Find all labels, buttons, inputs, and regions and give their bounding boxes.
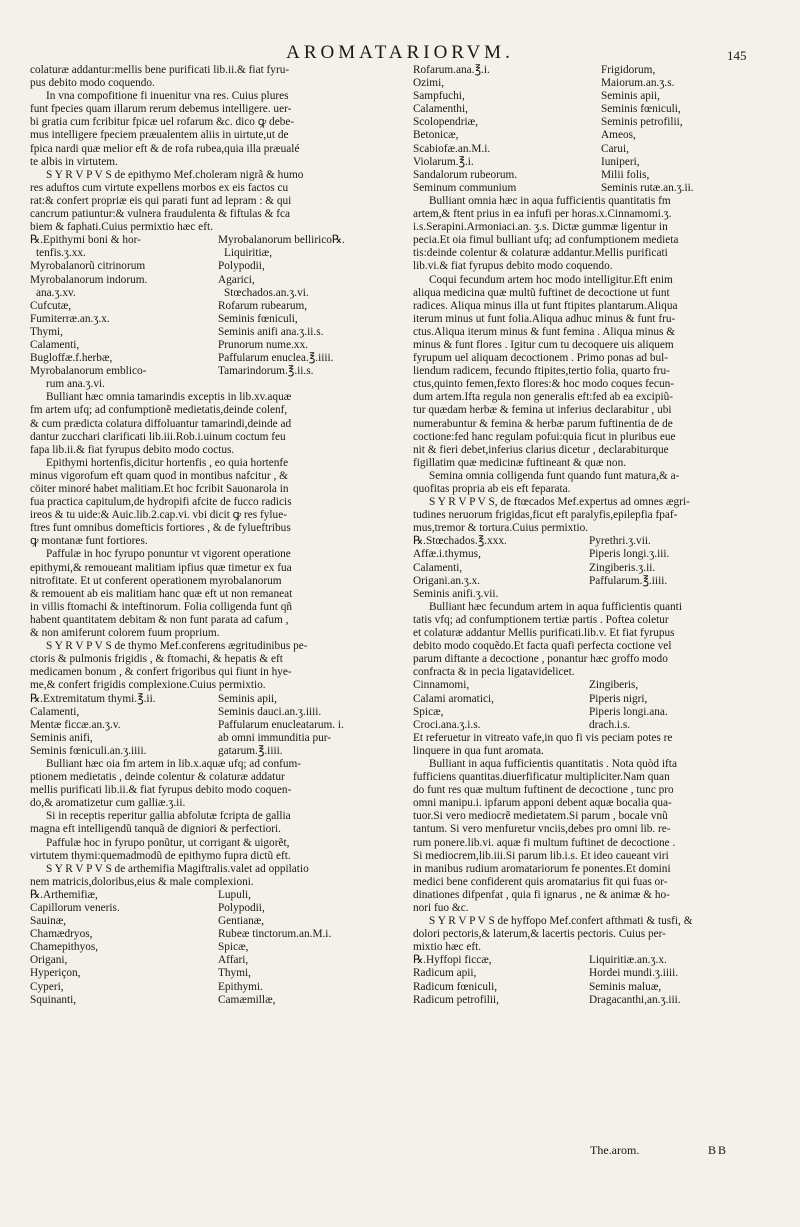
text-line: artem,& ftent prius in ea infufi per horas.x.Cinnamomi.ʒ. bbox=[413, 208, 672, 221]
text-line: dolori pectoris,& laterum,& lacertis pectoris. Cuius per- bbox=[413, 928, 666, 941]
text-line: radices. Aliqua minus illa ut funt ftipites plantarum.Aliqua bbox=[413, 299, 678, 312]
ingredient-left: Chamædryos, bbox=[30, 928, 93, 941]
ingredient-right: Agarici, bbox=[218, 273, 255, 286]
ingredient-right: Camæmillæ, bbox=[218, 993, 276, 1006]
text-line: ctoris & pulmonis frigidis , & ftomachi, & hepatis & eft bbox=[30, 653, 283, 666]
text-line: me,& confert frigidis complexione.Cuius permixtio. bbox=[30, 679, 266, 692]
text-line: aliqua medicina quæ multũ fuftinet de decoctione ut funt bbox=[413, 286, 670, 299]
recipe-row bbox=[30, 326, 400, 339]
text-line: bi gratia cum fcribitur fpicæ uel rofarum &c. dico ꝙ debe- bbox=[30, 116, 295, 129]
recipe-row bbox=[413, 143, 783, 156]
catchword: The.arom. bbox=[590, 1143, 640, 1157]
text-line: confracta & in pecia ligatavidelicet. bbox=[413, 666, 575, 679]
ingredient-right: Lupuli, bbox=[218, 888, 251, 901]
ingredient-left: ℞.Hyffopi ficcæ, bbox=[413, 954, 492, 967]
ingredient-right: Pyrethri.ʒ.vii. bbox=[589, 535, 651, 548]
right-column bbox=[413, 64, 783, 1007]
ingredient-right: Thymi, bbox=[218, 967, 251, 980]
text-line: res aduftos cum virtute expellens morbos ex eis factos cu bbox=[30, 181, 289, 194]
recipe-row bbox=[413, 182, 783, 195]
ingredient-right: Iuniperi, bbox=[601, 155, 640, 168]
ingredient-left: Cufcutæ, bbox=[30, 299, 72, 312]
ingredient-right: Rofarum rubearum, bbox=[218, 299, 308, 312]
text-line: magna eft intelligendũ tanquã de digniori & perfectiori. bbox=[30, 823, 281, 836]
recipe-row bbox=[413, 103, 783, 116]
recipe-row bbox=[30, 234, 400, 247]
recipe-row bbox=[30, 994, 400, 1007]
text-line: do funt res quæ multum fuftinent de decoctione , tunc pro bbox=[413, 784, 674, 797]
recipe-row bbox=[30, 954, 400, 967]
ingredient-left: Rofarum.ana.℥.i. bbox=[413, 64, 490, 76]
text-line: dum artem.Ifta regula non generalis eft:fed ab ea excipiũ- bbox=[413, 391, 674, 404]
text-line: parum diftante a decoctione , ponantur hæc groffo modo bbox=[413, 653, 668, 666]
ingredient-right: Liquiritiæ, bbox=[224, 247, 273, 260]
ingredient-right: Seminis fœniculi, bbox=[601, 103, 681, 116]
ingredient-left: ℞.Extremitatum thymi.℥.ii. bbox=[30, 692, 156, 705]
ingredient-left: Fumiterræ.an.ʒ.x. bbox=[30, 312, 110, 325]
recipe-row bbox=[30, 274, 400, 287]
recipe-row bbox=[413, 719, 783, 732]
ingredient-left: ℞.Epithymi boni & hor- bbox=[30, 234, 141, 247]
recipe-row bbox=[30, 902, 400, 915]
paragraph-start: S Y R V P V S de hyffopo Mef.confert afthmati & tusfi, & bbox=[429, 915, 693, 928]
ingredient-left: Myrobalanorũ citrinorum bbox=[30, 260, 146, 273]
ingredient-left: Calamenti, bbox=[30, 338, 80, 351]
ingredient-right: Zingiberis, bbox=[589, 679, 639, 692]
ingredient-left: Mentæ ficcæ.an.ʒ.v. bbox=[30, 718, 121, 731]
signature-mark: BB bbox=[708, 1143, 729, 1157]
recipe-row bbox=[413, 575, 783, 588]
ingredient-right: Myrobalanorum bellirico℞. bbox=[218, 234, 345, 247]
ingredient-left: Betonicæ, bbox=[413, 129, 459, 142]
ingredient-left: Croci.ana.ʒ.i.s. bbox=[413, 718, 481, 731]
paragraph-start: Coqui fecundum artem hoc modo intelligitur.Eft enim bbox=[429, 273, 673, 286]
recipe-row bbox=[30, 941, 400, 954]
text-line: numerabuntur & femina & herbæ parum fuftinentia de de bbox=[413, 417, 673, 430]
ingredient-right: Tamarindorum.℥.ii.s. bbox=[218, 365, 314, 378]
text-line: minus vigorofum eft quam quod in montibus nafcitur , & bbox=[30, 469, 288, 482]
ingredient-right: drach.i.s. bbox=[589, 718, 631, 731]
text-line: nit & fieri debet,inferius clarius dicetur , declarabiturque bbox=[413, 443, 669, 456]
text-line: tuor.Si vero mediocrẽ medietatem.Si parum , bocale vnũ bbox=[413, 810, 668, 823]
text-line: minus & funt flores . Igitur cum tu decoquere uis aliquem bbox=[413, 338, 674, 351]
ingredient-left: Calamenti, bbox=[30, 705, 80, 718]
text-line: habent quantitatem debitam & non funt parata ad cafum , bbox=[30, 613, 289, 626]
recipe-row bbox=[30, 889, 400, 902]
text-line: mus,tremor & tortura.Cuius permixtio. bbox=[413, 522, 589, 535]
text-line: ctus,quinto femen,fexto flores:& hoc modo coques fecun- bbox=[413, 378, 675, 391]
ingredient-left: Sampfuchi, bbox=[413, 90, 465, 103]
text-line: nitrofitate. Et ut conferent operationem myrobalanorum bbox=[30, 574, 282, 587]
paragraph-start: Bulliant hæc fecundum artem in aqua fufficientis quanti bbox=[429, 600, 682, 613]
ingredient-right: Affari, bbox=[218, 954, 249, 967]
text-line: linquere in qua funt aromata. bbox=[413, 744, 544, 757]
paragraph-start: S Y R V P V S de arthemifia Magiftralis.valet ad oppilatio bbox=[46, 862, 309, 875]
recipe-row bbox=[413, 169, 783, 182]
text-line: tur quædam herbæ & femina ut inferius declarabitur , ubi bbox=[413, 404, 672, 417]
ingredient-left: Sandalorum rubeorum. bbox=[413, 168, 518, 181]
recipe-row bbox=[413, 967, 783, 980]
ingredient-left: Radicum petrofilii, bbox=[413, 993, 499, 1006]
ingredient-right: Seminis petrofilii, bbox=[601, 116, 683, 129]
recipe-row bbox=[413, 116, 783, 129]
recipe-row bbox=[413, 994, 783, 1007]
ingredient-left: Cyperi, bbox=[30, 980, 64, 993]
paragraph-start: Paffulæ in hoc fyrupo ponuntur vt vigorent operatione bbox=[46, 548, 291, 561]
text-line: fua practica capitulum,de hydropifi afcite de fucco radicis bbox=[30, 496, 292, 509]
text-line: in villis ftomachi & inteftinorum. Folia colligenda funt qñ bbox=[30, 600, 292, 613]
ingredient-right: Rubeæ tinctorum.an.M.i. bbox=[218, 928, 332, 941]
recipe-row bbox=[30, 981, 400, 994]
text-line: omni manipu.i. ipfarum apponi debent aquæ bocalia qua- bbox=[413, 797, 672, 810]
text-line: nori fuo &c. bbox=[413, 902, 469, 914]
paragraph-start: Bulliant in aqua fufficientis quantitatis . Nota quòd ifta bbox=[429, 757, 677, 770]
ingredient-left: Squinanti, bbox=[30, 993, 77, 1006]
ingredient-left: ana.ʒ.xv. bbox=[36, 286, 76, 299]
recipe-row bbox=[413, 64, 783, 77]
recipe-row bbox=[30, 313, 400, 326]
ingredient-left: Ozimi, bbox=[413, 77, 445, 90]
text-line: tatis vfq; ad confumptionem tertiæ partis . Poftea coletur bbox=[413, 613, 669, 626]
paragraph-start: Si in receptis reperitur gallia abfolutæ fcripta de gallia bbox=[46, 810, 291, 823]
recipe-row bbox=[30, 693, 400, 706]
text-line: cöiter minoré habet malitiam.Et hoc fcribit Sauonarola in bbox=[30, 483, 289, 495]
ingredient-right: Polypodii, bbox=[218, 260, 265, 273]
text-line: te albis in virtutem. bbox=[30, 155, 118, 168]
paragraph-start: Epithymi hortenfis,dicitur hortenfis , eo quia hortenfe bbox=[46, 456, 289, 469]
ingredient-left: Thymi, bbox=[30, 325, 63, 338]
text-line: figillatim quæ medicinæ fuftineant & quæ non. bbox=[413, 456, 627, 469]
ingredient-left: Chamepithyos, bbox=[30, 941, 99, 954]
recipe-row bbox=[30, 247, 400, 260]
text-line: Si mediocrem,lib.iii.Si parum lib.i.s. Et ideo caueant viri bbox=[413, 849, 669, 862]
paragraph-start: Semina omnia colligenda funt quando funt matura,& a- bbox=[429, 469, 680, 482]
recipe-row bbox=[30, 365, 400, 378]
ingredient-right: Polypodii, bbox=[218, 902, 265, 914]
ingredient-left: Myrobalanorum indorum. bbox=[30, 273, 148, 286]
ingredient-left: Calami aromatici, bbox=[413, 692, 494, 705]
text-line: medici bene confiderent quis aromatarius fit qui fuas or- bbox=[413, 875, 668, 888]
ingredient-left: Myrobalanorum emblico- bbox=[30, 365, 147, 378]
text-line: & cum prædicta colatura diffoluantur tamarindi,deinde ad bbox=[30, 417, 292, 430]
ingredient-right: Liquiritiæ.an.ʒ.x. bbox=[589, 954, 667, 967]
ingredient-left: Spicæ, bbox=[413, 705, 444, 718]
recipe-row bbox=[413, 679, 783, 692]
recipe-row bbox=[30, 732, 400, 745]
paragraph-start: Bulliant hæc oia fm artem in lib.x.aquæ ufq; ad confum- bbox=[46, 757, 302, 770]
text-line: virtutem thymi:quemadmodũ de epithymo fupra dictũ eft. bbox=[30, 849, 291, 862]
paragraph-start: S Y R V P V S, de ftœcados Mef.expertus ad omnes ægri- bbox=[429, 496, 690, 509]
text-line: mellis purificati lib.ii.& fiat fyrupus debito modo coquen- bbox=[30, 784, 292, 797]
recipe-row bbox=[30, 967, 400, 980]
recipe-row bbox=[413, 535, 783, 548]
ingredient-right: Piperis longi.ʒ.iii. bbox=[589, 548, 670, 561]
text-line: ctus.Aliqua iterum minus & funt femina . Aliqua minus & bbox=[413, 325, 675, 338]
recipe-row bbox=[30, 719, 400, 732]
ingredient-right: Piperis nigri, bbox=[589, 692, 648, 705]
ingredient-left: Calamenthi, bbox=[413, 103, 468, 116]
paragraph-start: Paffulæ hoc in fyrupo ponũtur, ut corrigant & uigorẽt, bbox=[46, 836, 290, 849]
ingredient-right: Gentianæ, bbox=[218, 915, 265, 928]
ingredient-right: Prunorum nume.xx. bbox=[218, 338, 309, 351]
ingredient-left: Seminis anifi, bbox=[30, 731, 93, 744]
ingredient-left: Capillorum veneris. bbox=[30, 902, 120, 914]
ingredient-right: ab omni immunditia pur- bbox=[218, 731, 332, 744]
text-line: funt fpecies quam illarum rerum debemus intelligere. uer- bbox=[30, 103, 292, 116]
text-line: liendum radicem, fecundo ftipites,tertio folia, quarto fru- bbox=[413, 365, 670, 378]
ingredient-right: Ameos, bbox=[601, 129, 636, 142]
recipe-row bbox=[413, 981, 783, 994]
text-line: & non amiferunt colorem fuum proprium. bbox=[30, 627, 220, 640]
text-line: & remouent ab eis malitiam hanc quæ eft ut non remaneat bbox=[30, 587, 293, 600]
text-line: ftres funt omnibus domefticis fortiores , & de fylueftribus bbox=[30, 522, 291, 535]
recipe-row bbox=[413, 562, 783, 575]
ingredient-left: Seminis fœniculi.an.ʒ.iiii. bbox=[30, 744, 147, 757]
ingredient-right: Seminis maluæ, bbox=[589, 980, 662, 993]
text-line: lib.vi.& fiat fyrupus debito modo coquendo. bbox=[413, 260, 613, 273]
ingredient-left: Cinnamomi, bbox=[413, 679, 470, 692]
text-line: Seminis anifi.ʒ.vii. bbox=[413, 587, 499, 600]
ingredient-right: Paffularum enuclea.℥.iiii. bbox=[218, 352, 334, 365]
text-line: medicamen bonum , & confert frigoribus qui fiunt in hye- bbox=[30, 666, 292, 679]
text-line: ireos & tu uide:& Auic.lib.2.cap.vi. vbi dicit ꝙ res fylue- bbox=[30, 509, 287, 522]
ingredient-left: Bugloffæ.f.herbæ, bbox=[30, 352, 113, 365]
ingredient-left: tenfis.ʒ.xx. bbox=[36, 247, 86, 260]
left-column bbox=[30, 64, 400, 1007]
ingredient-right: Epithymi. bbox=[218, 980, 263, 993]
ingredient-right: Maiorum.an.ʒ.s. bbox=[601, 77, 675, 90]
text-line: do,& aromatizetur cum galliæ.ʒ.ii. bbox=[30, 797, 186, 810]
ingredient-right: Paffularum.℥.iiii. bbox=[589, 574, 668, 587]
recipe-row bbox=[413, 706, 783, 719]
recipe-row bbox=[30, 928, 400, 941]
recipe-row bbox=[413, 693, 783, 706]
text-line: rum ponere.lib.vi. aquæ fi multum fuftinet de decoctione . bbox=[413, 836, 676, 849]
recipe-row bbox=[30, 287, 400, 300]
text-line: rum ana.ʒ.vi. bbox=[46, 378, 105, 391]
ingredient-right: gatarum.℥.iiii. bbox=[218, 744, 283, 757]
text-line: quofitas propria ab eis eft feparata. bbox=[413, 483, 571, 495]
text-line: rat:& confert propriæ eis qui parati funt ad lepram : & qui bbox=[30, 194, 292, 207]
ingredient-left: Calamenti, bbox=[413, 561, 463, 574]
ingredient-right: Seminis apii, bbox=[218, 692, 277, 705]
text-line: fpica nardi quæ melior eft & de rofa rubea,quia illa præualé bbox=[30, 142, 300, 155]
recipe-row bbox=[30, 706, 400, 719]
ingredient-left: Origani, bbox=[30, 954, 68, 967]
recipe-row bbox=[413, 129, 783, 142]
page-number: 145 bbox=[727, 48, 747, 63]
text-line: fm artem ufq; ad confumptionẽ medietatis,deinde colenf, bbox=[30, 404, 288, 417]
text-line: tantum. Si vero menfuretur vnciis,debes pro omni lib. re- bbox=[413, 823, 671, 836]
text-line: fufficiens quantitas.diuerfificatur multipliciter.Nam quan bbox=[413, 771, 670, 784]
text-line: Et referuetur in vitreato vafe,in quo fi vis peciam potes re bbox=[413, 731, 673, 744]
text-line: cancrum patiuntur:& vulnera fraudulenta & fiftulas & fca bbox=[30, 208, 291, 221]
ingredient-left: Scabiofæ.an.M.i. bbox=[413, 142, 491, 155]
ingredient-right: Milii folis, bbox=[601, 168, 650, 181]
ingredient-left: Scolopendriæ, bbox=[413, 116, 478, 129]
text-line: mixtio hæc eft. bbox=[413, 941, 482, 954]
ingredient-right: Frigidorum, bbox=[601, 64, 656, 76]
ingredient-left: ℞.Stœchados.℥.xxx. bbox=[413, 535, 507, 548]
text-line: ptionem medietatis , deinde colentur & colaturæ addatur bbox=[30, 771, 285, 784]
ingredient-right: Stœchados.an.ʒ.vi. bbox=[224, 286, 309, 299]
recipe-row bbox=[30, 339, 400, 352]
recipe-row bbox=[30, 745, 400, 758]
ingredient-right: Dragacanthi,an.ʒ.iii. bbox=[589, 993, 681, 1006]
ingredient-right: Seminis anifi ana.ʒ.ii.s. bbox=[218, 325, 324, 338]
recipe-row bbox=[30, 260, 400, 273]
ingredient-right: Seminis dauci.an.ʒ.iiii. bbox=[218, 705, 322, 718]
text-line: pecia.Et oia fimul bulliant ufq; ad confumptionem medieta bbox=[413, 234, 679, 247]
paragraph-start: S Y R V P V S de epithymo Mef.choleram nigrã & humo bbox=[46, 168, 304, 181]
ingredient-left: Hyperiçon, bbox=[30, 967, 81, 980]
ingredient-left: Violarum.℥.i. bbox=[413, 155, 474, 168]
recipe-row bbox=[413, 90, 783, 103]
text-line: ꝙ montanæ funt fortiores. bbox=[30, 535, 148, 548]
ingredient-right: Spicæ, bbox=[218, 941, 249, 954]
ingredient-left: Seminum communium bbox=[413, 181, 517, 194]
text-line: biem & faphati.Cuius permixtio hæc eft. bbox=[30, 221, 213, 234]
running-head: AROMATARIORVM. bbox=[286, 42, 514, 63]
ingredient-right: Zingiberis.ʒ.ii. bbox=[589, 561, 656, 574]
paragraph-start: Bulliant omnia hæc in aqua fufficientis quantitatis fm bbox=[429, 194, 671, 207]
text-line: iterum minus ut funt folia.Aliqua adhuc minus & funt fru- bbox=[413, 312, 676, 325]
ingredient-left: Radicum fœniculi, bbox=[413, 980, 498, 993]
ingredient-right: Seminis apii, bbox=[601, 90, 660, 103]
text-line: debito modo coquẽdo.Et facta quafi perfecta coctione vel bbox=[413, 640, 672, 653]
ingredient-right: Paffularum enucleatarum. i. bbox=[218, 718, 344, 731]
ingredient-right: Seminis rutæ.an.ʒ.ii. bbox=[601, 181, 694, 194]
ingredient-left: ℞.Arthemifiæ, bbox=[30, 888, 98, 901]
recipe-row bbox=[30, 300, 400, 313]
text-line: colaturæ addantur:mellis bene purificati lib.ii.& fiat fyru- bbox=[30, 64, 290, 76]
text-line: tudines neruorum frigidas,ficut eft paralyfis,epilepfia fpaf- bbox=[413, 509, 678, 522]
text-line: dantur zucchari clarificati lib.iii.Rob.i.uinum coctum feu bbox=[30, 430, 286, 443]
text-line: pus debito modo coquendo. bbox=[30, 77, 155, 90]
paragraph-start: Bulliant hæc omnia tamarindis exceptis in lib.xv.aquæ bbox=[46, 391, 292, 404]
paragraph-start: In vna compofitione fi inuenitur vna res. Cuius plures bbox=[46, 90, 289, 103]
ingredient-left: Sauinæ, bbox=[30, 915, 67, 928]
ingredient-right: Seminis fœniculi, bbox=[218, 312, 298, 325]
ingredient-left: Origani.an.ʒ.x. bbox=[413, 574, 481, 587]
ingredient-left: Affæ.i.thymus, bbox=[413, 548, 481, 561]
text-line: i.s.Serapini.Armoniaci.an. ʒ.s. Dictæ gummæ ligentur in bbox=[413, 221, 668, 234]
ingredient-right: Hordei mundi.ʒ.iiii. bbox=[589, 967, 679, 980]
text-line: fyrupum uel aliquam decoctionem . Primo ponas ad bul- bbox=[413, 352, 669, 365]
recipe-row bbox=[413, 954, 783, 967]
ingredient-left: Radicum apii, bbox=[413, 967, 477, 980]
text-line: epithymi,& remoueant malitiam ipfius quæ timetur ex fua bbox=[30, 561, 292, 574]
paragraph-start: S Y R V P V S de thymo Mef.conferens ægritudinibus pe- bbox=[46, 640, 308, 653]
text-line: in manibus rudium aromatariorum fe ponentes.Et domini bbox=[413, 862, 671, 875]
recipe-row bbox=[413, 156, 783, 169]
text-line: fapa lib.ii.& fiat fyrupus debito modo coctus. bbox=[30, 443, 235, 456]
text-line: mus intelligere fpeciem præualentem aliis in uirtute,ut de bbox=[30, 129, 289, 142]
text-line: dinationes difpenfat , quia fi ignarus , ne & animæ & ho- bbox=[413, 888, 670, 901]
text-line: coctione:fed hanc regulam pofui:quia ficut in pluribus eue bbox=[413, 430, 676, 443]
recipe-row bbox=[413, 548, 783, 561]
recipe-row bbox=[30, 915, 400, 928]
text-line: tis:deinde colentur & colaturæ addantur.Mellis purificati bbox=[413, 247, 668, 260]
recipe-row bbox=[413, 77, 783, 90]
ingredient-right: Carui, bbox=[601, 142, 629, 155]
text-line: nem matricis,doloribus,eius & male complexioni. bbox=[30, 875, 254, 888]
recipe-row bbox=[30, 352, 400, 365]
ingredient-right: Piperis longi.ana. bbox=[589, 705, 668, 718]
text-line: et colaturæ addantur Mellis purificati.lib.v. Et fiat fyrupus bbox=[413, 627, 675, 640]
